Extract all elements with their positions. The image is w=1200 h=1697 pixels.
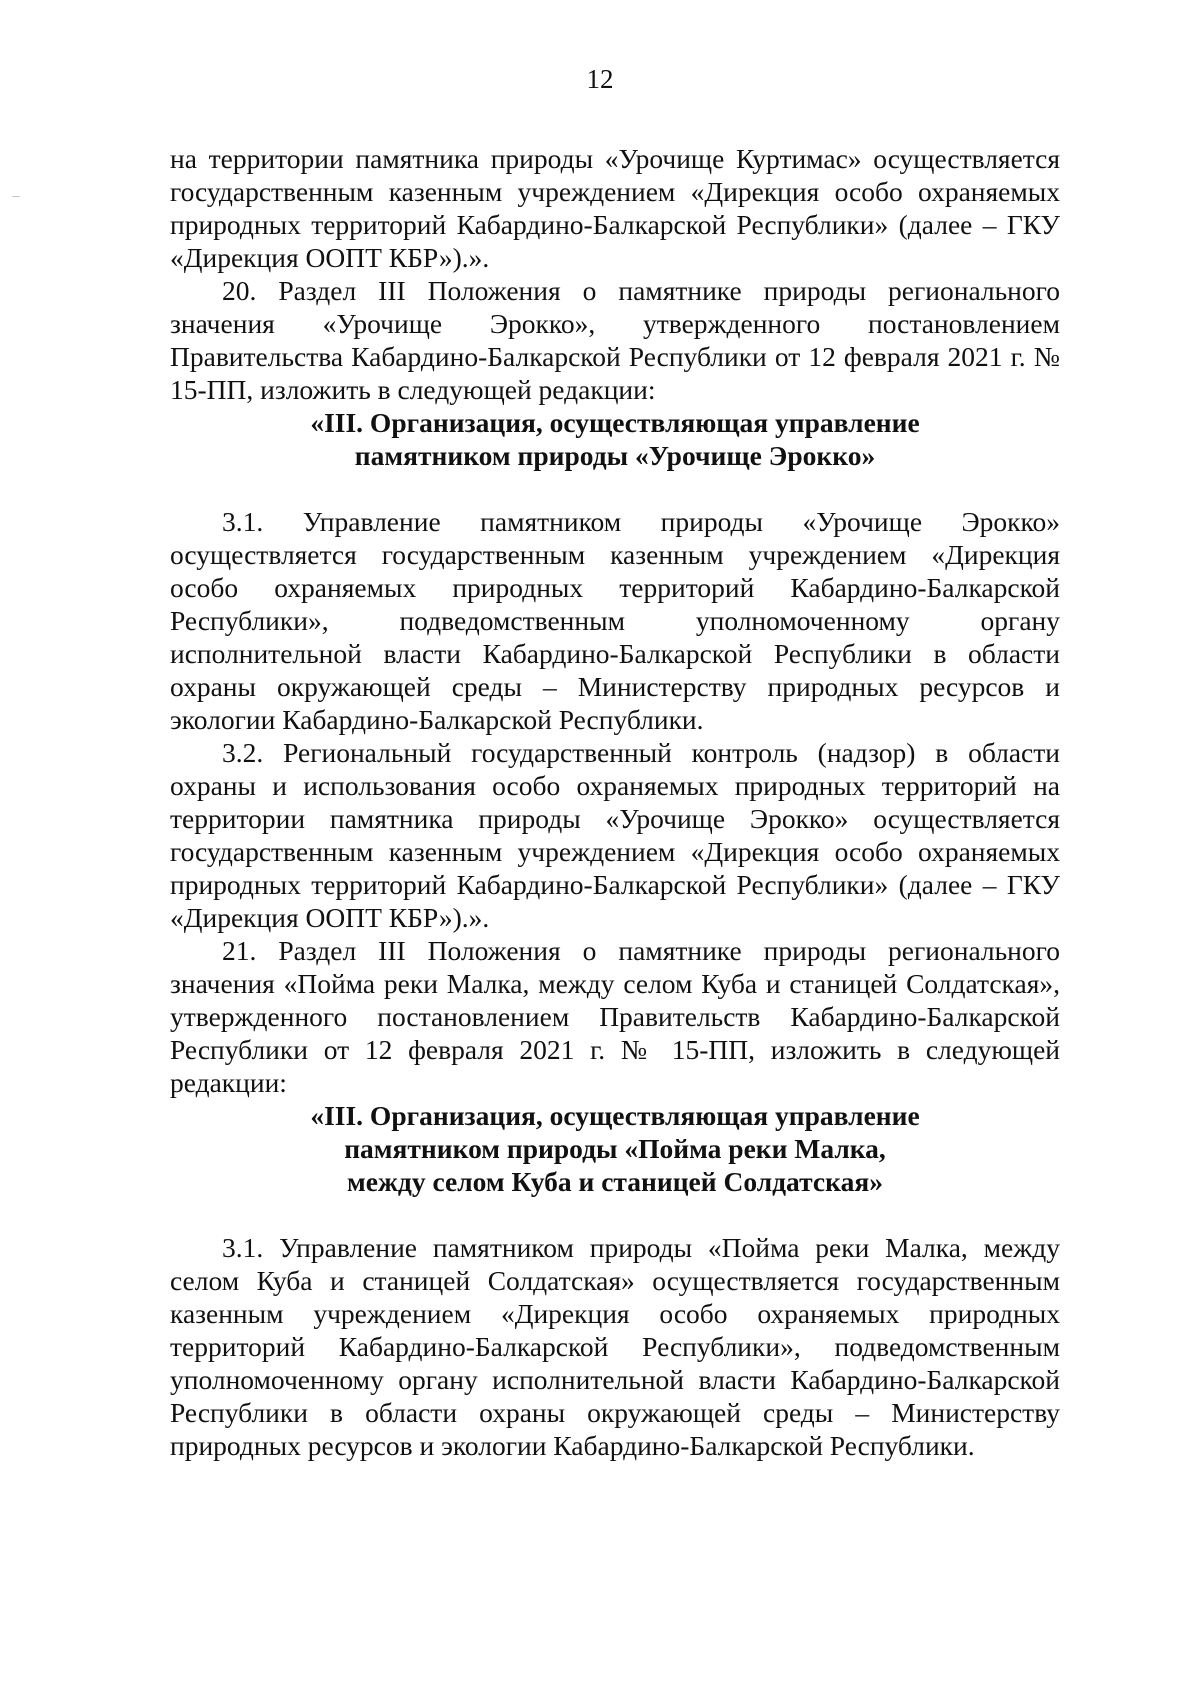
paragraph-malka-3-1: 3.1. Управление памятником природы «Пойма реки Малка, между селом Куба и станицей Солдатская» осуществляется государственным казенным учреждением «Дирекция особо охраняемых природных территорий Кабардино-Балкарской Республики», подведомственным уполномоченному органу исполнительной власти Кабардино-Балкарской Республики в области охраны окружающей среды – Министерству природных ресурсов и экологии Кабардино-Балкарской Республики. <box>170 1232 1060 1461</box>
paragraph-erokko-3-2: 3.2. Региональный государственный контроль (надзор) в области охраны и использования особо охраняемых природных территорий на территории памятника природы «Урочище Эрокко» осуществляется государственным казенным учреждением «Дирекция особо охраняемых природных территорий Кабардино-Балкарской Республики» (далее – ГКУ «Дирекция ООПТ КБР»).». <box>170 737 1060 933</box>
spacer <box>170 472 1060 505</box>
scan-margin-mark <box>12 196 20 197</box>
section-heading-erokko <box>170 406 1060 472</box>
spacer <box>170 1198 1060 1231</box>
paragraph-erokko-3-1: 3.1. Управление памятником природы «Урочище Эрокко» осуществляется государственным казенным учреждением «Дирекция особо охраняемых природных территорий Кабардино-Балкарской Республики», подведомственным уполномоченному органу исполнительной власти Кабардино-Балкарской Республики в области охраны окружающей среды – Министерству природных ресурсов и экологии Кабардино-Балкарской Республики. <box>170 506 1060 735</box>
section-heading-malka <box>170 1099 1060 1198</box>
heading-line: «III. Организация, осуществляющая управление <box>310 407 920 438</box>
heading-line: памятником природы «Урочище Эрокко» <box>354 440 876 471</box>
paragraph-continuation: на территории памятника природы «Урочище Куртимас» осуществляется государственным казенным учреждением «Дирекция особо охраняемых природных территорий Кабардино-Балкарской Республики» (далее – ГКУ «Дирекция ООПТ КБР»).». <box>170 143 1060 273</box>
heading-line: между селом Куба и станицей Солдатская» <box>347 1166 883 1197</box>
heading-line: памятником природы «Пойма реки Малка, <box>344 1133 886 1164</box>
page-number: 12 <box>586 64 614 94</box>
paragraph-item-21: 21. Раздел III Положения о памятнике природы регионального значения «Пойма реки Малка, между селом Куба и станицей Солдатская», утвержденного постановлением Правительств Кабардино-Балкарской Республики от 12 февраля 2021 г. № 15-ПП, изложить в следующей редакции: <box>170 935 1060 1098</box>
paragraph-item-20: 20. Раздел III Положения о памятнике природы регионального значения «Урочище Эрокко», утвержденного постановлением Правительства Кабардино-Балкарской Республики от 12 февраля 2021 г. № 15-ПП, изложить в следующей редакции: <box>170 275 1060 405</box>
heading-line: «III. Организация, осуществляющая управление <box>310 1100 920 1131</box>
document-body <box>170 142 1060 1462</box>
